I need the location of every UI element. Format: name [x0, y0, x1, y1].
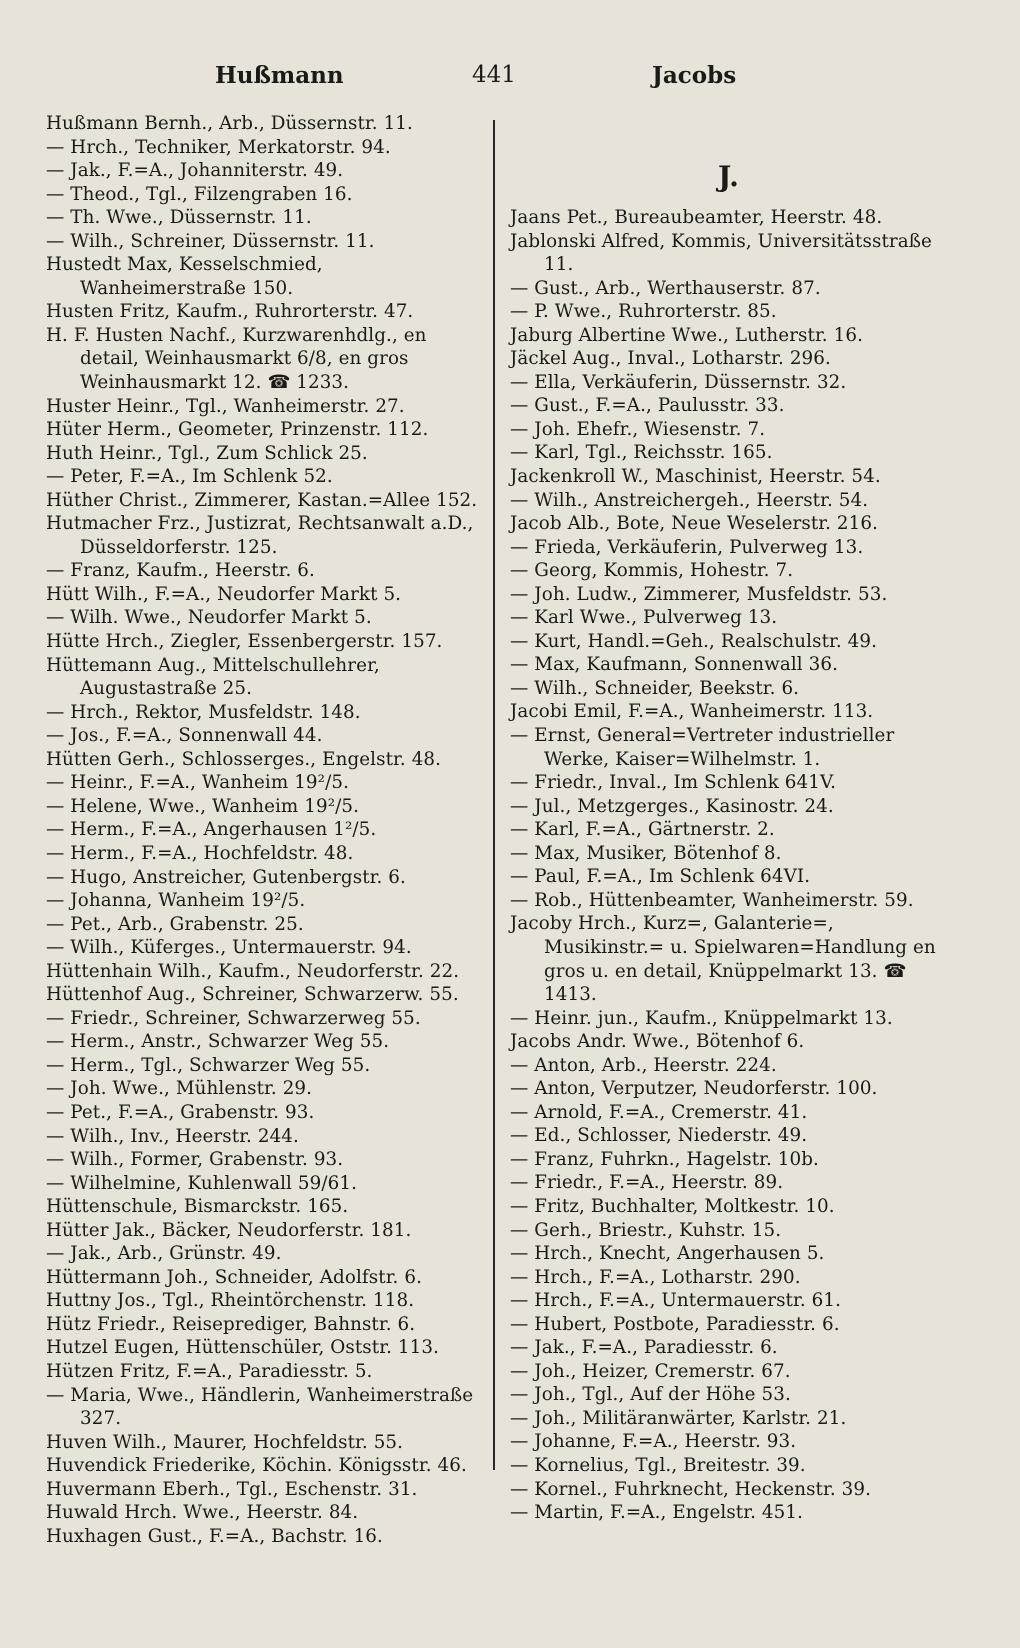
directory-entry: — Wilh., Küferges., Untermauerstr. 94. — [46, 937, 412, 959]
directory-entry: — Frieda, Verkäuferin, Pulverweg 13. — [510, 536, 864, 558]
directory-entry: — Wilh., Former, Grabenstr. 93. — [46, 1149, 344, 1171]
directory-entry: — Joh. Ehefr., Wiesenstr. 7. — [510, 418, 766, 440]
directory-entry: — P. Wwe., Ruhrorterstr. 85. — [510, 301, 777, 323]
directory-entry: Jäckel Aug., Inval., Lotharstr. 296. — [510, 348, 831, 370]
directory-entry: — Max, Musiker, Bötenhof 8. — [510, 842, 782, 864]
directory-entry: — Kornelius, Tgl., Breitestr. 39. — [510, 1454, 806, 1476]
directory-entry: — Kurt, Handl.=Geh., Realschulstr. 49. — [510, 630, 878, 652]
directory-entry: — Joh., Heizer, Cremerstr. 67. — [510, 1360, 791, 1382]
directory-entry: — Helene, Wwe., Wanheim 19²/5. — [46, 795, 360, 817]
directory-entry: — Johanne, F.=A., Heerstr. 93. — [510, 1431, 797, 1453]
directory-entry: Jackenkroll W., Maschinist, Heerstr. 54. — [510, 466, 881, 488]
directory-entry: — Jos., F.=A., Sonnenwall 44. — [46, 725, 323, 747]
directory-entry: — Joh. Ludw., Zimmerer, Musfeldstr. 53. — [510, 583, 888, 605]
directory-entry: Huven Wilh., Maurer, Hochfeldstr. 55. — [46, 1431, 404, 1453]
directory-entry: Husten Fritz, Kaufm., Ruhrorterstr. 47. — [46, 301, 414, 323]
directory-entry: — Heinr. jun., Kaufm., Knüppelmarkt 13. — [510, 1007, 893, 1029]
directory-entry: — Hrch., Techniker, Merkatorstr. 94. — [46, 136, 391, 158]
directory-entry: — Joh. Wwe., Mühlenstr. 29. — [46, 1078, 313, 1100]
directory-entry: Jacobs Andr. Wwe., Bötenhof 6. — [510, 1031, 805, 1053]
directory-entry: — Hrch., Rektor, Musfeldstr. 148. — [46, 701, 361, 723]
directory-entry: Huvermann Eberh., Tgl., Eschenstr. 31. — [46, 1478, 418, 1500]
directory-entry: Hütten Gerh., Schlosserges., Engelstr. 48. — [46, 748, 442, 770]
directory-entry: — Wilhelmine, Kuhlenwall 59/61. — [46, 1172, 357, 1194]
directory-entry: — Karl, Tgl., Reichsstr. 165. — [510, 442, 773, 464]
directory-entry: — Karl, F.=A., Gärtnerstr. 2. — [510, 819, 775, 841]
directory-entry: Huth Heinr., Tgl., Zum Schlick 25. — [46, 442, 368, 464]
directory-entry: Jaans Pet., Bureaubeamter, Heerstr. 48. — [510, 207, 883, 228]
directory-entry: — Ernst, General=Vertreter industrieller Werke, Kaiser=Wilhelmstr. 1. — [510, 725, 895, 770]
directory-entry: Hützen Fritz, F.=A., Paradiesstr. 5. — [46, 1360, 373, 1382]
directory-entry: Huster Heinr., Tgl., Wanheimerstr. 27. — [46, 395, 405, 417]
directory-entry: Jablonski Alfred, Kommis, Universitätsstraße 11. — [510, 230, 932, 276]
directory-entry: — Max, Kaufmann, Sonnenwall 36. — [510, 654, 839, 676]
directory-entry: Hütter Jak., Bäcker, Neudorferstr. 181. — [46, 1219, 412, 1241]
directory-entry: — Wilh., Anstreichergeh., Heerstr. 54. — [510, 489, 869, 511]
left-column — [46, 112, 478, 1548]
directory-entry: — Th. Wwe., Düssernstr. 11. — [46, 207, 312, 229]
directory-entry: — Arnold, F.=A., Cremerstr. 41. — [510, 1101, 808, 1123]
page-number: 441 — [472, 62, 516, 88]
directory-entry: — Gerh., Briestr., Kuhstr. 15. — [510, 1219, 782, 1241]
directory-entry: — Jul., Metzgerges., Kasinostr. 24. — [510, 795, 834, 817]
directory-entry: — Hugo, Anstreicher, Gutenbergstr. 6. — [46, 866, 406, 888]
directory-entry: — Anton, Arb., Heerstr. 224. — [510, 1054, 777, 1076]
directory-entry: Hüttermann Joh., Schneider, Adolfstr. 6. — [46, 1266, 422, 1288]
directory-entry: Hüther Christ., Zimmerer, Kastan.=Allee 152. — [46, 489, 478, 511]
directory-entry: Hüttenschule, Bismarckstr. 165. — [46, 1196, 349, 1218]
directory-entry: Jaburg Albertine Wwe., Lutherstr. 16. — [510, 324, 863, 346]
directory-entry: Hutzel Eugen, Hüttenschüler, Oststr. 113. — [46, 1337, 439, 1359]
directory-entry: — Herm., Tgl., Schwarzer Weg 55. — [46, 1054, 371, 1076]
directory-entry: — Fritz, Buchhalter, Moltkestr. 10. — [510, 1195, 835, 1217]
directory-entry: — Friedr., F.=A., Heerstr. 89. — [510, 1172, 784, 1194]
directory-entry: — Hubert, Postbote, Paradiesstr. 6. — [510, 1313, 840, 1335]
directory-entry: Hüttemann Aug., Mittelschullehrer, Augustastraße 25. — [46, 654, 380, 700]
column-divider — [493, 120, 495, 1470]
directory-entry: — Herm., F.=A., Angerhausen 1²/5. — [46, 819, 377, 841]
directory-entry: — Joh., Militäranwärter, Karlstr. 21. — [510, 1407, 847, 1429]
directory-entry: — Herm., F.=A., Hochfeldstr. 48. — [46, 842, 354, 864]
directory-entry: — Herm., Anstr., Schwarzer Weg 55. — [46, 1031, 390, 1053]
directory-entry: Hütz Friedr., Reiseprediger, Bahnstr. 6. — [46, 1313, 416, 1335]
running-head-left: Hußmann — [215, 62, 344, 89]
directory-entry: — Wilh. Wwe., Neudorfer Markt 5. — [46, 607, 372, 629]
directory-entry: — Heinr., F.=A., Wanheim 19²/5. — [46, 772, 349, 794]
directory-entry: — Kornel., Fuhrknecht, Heckenstr. 39. — [510, 1478, 872, 1500]
directory-entry: — Rob., Hüttenbeamter, Wanheimerstr. 59. — [510, 889, 914, 911]
directory-entry: — Gust., Arb., Werthauserstr. 87. — [510, 277, 821, 299]
directory-entry: Hüter Herm., Geometer, Prinzenstr. 112. — [46, 419, 429, 441]
letter-heading: J. — [717, 160, 740, 193]
directory-entry: Hütt Wilh., F.=A., Neudorfer Markt 5. — [46, 583, 402, 605]
page-header — [40, 62, 980, 102]
directory-entry: — Pet., Arb., Grabenstr. 25. — [46, 913, 304, 935]
directory-entry: Jacob Alb., Bote, Neue Weselerstr. 216. — [510, 513, 879, 535]
directory-entry: — Ed., Schlosser, Niederstr. 49. — [510, 1125, 808, 1147]
directory-entry: — Martin, F.=A., Engelstr. 451. — [510, 1502, 804, 1524]
directory-entry: — Pet., F.=A., Grabenstr. 93. — [46, 1101, 315, 1123]
directory-entry: — Hrch., F.=A., Lotharstr. 290. — [510, 1266, 801, 1288]
directory-entry: — Theod., Tgl., Filzengraben 16. — [46, 183, 353, 205]
right-column — [510, 112, 947, 1525]
directory-entry: — Peter, F.=A., Im Schlenk 52. — [46, 466, 333, 488]
directory-entry: — Franz, Kaufm., Heerstr. 6. — [46, 560, 315, 582]
directory-entry: — Jak., Arb., Grünstr. 49. — [46, 1243, 282, 1265]
directory-entry: Hustedt Max, Kesselschmied, Wanheimerstraße 150. — [46, 254, 323, 299]
directory-entry: — Anton, Verputzer, Neudorferstr. 100. — [510, 1078, 878, 1100]
directory-entry: Hütte Hrch., Ziegler, Essenbergerstr. 157. — [46, 631, 443, 653]
directory-entry: — Friedr., Schreiner, Schwarzerweg 55. — [46, 1007, 421, 1029]
directory-entry: — Hrch., F.=A., Untermauerstr. 61. — [510, 1290, 842, 1312]
directory-entry: — Hrch., Knecht, Angerhausen 5. — [510, 1243, 825, 1265]
directory-entry: Huvendick Friederike, Köchin. Königsstr. 46. — [46, 1455, 467, 1477]
directory-entry: — Jak., F.=A., Paradiesstr. 6. — [510, 1337, 778, 1359]
directory-entry: H. F. Husten Nachf., Kurzwarenhdlg., en detail, Weinhausmarkt 6/8, en gros Weinhausmarkt 12. ☎ 1233. — [46, 324, 427, 394]
directory-entry: — Friedr., Inval., Im Schlenk 641V. — [510, 772, 836, 794]
directory-entry: Hüttenhain Wilh., Kaufm., Neudorferstr. 22. — [46, 960, 460, 982]
directory-entry: Hußmann Bernh., Arb., Düssernstr. 11. — [46, 113, 413, 134]
directory-entry: Jacoby Hrch., Kurz=, Galanterie=, Musikinstr.= u. Spielwaren=Handlung en gros u. en detail, Knüppelmarkt 13. ☎ 1413. — [510, 913, 936, 1006]
directory-entry: — Wilh., Schneider, Beekstr. 6. — [510, 677, 800, 699]
directory-entry: — Ella, Verkäuferin, Düssernstr. 32. — [510, 371, 847, 393]
directory-entry: — Maria, Wwe., Händlerin, Wanheimerstraße 327. — [46, 1384, 474, 1430]
directory-entry: — Karl Wwe., Pulverweg 13. — [510, 607, 778, 629]
directory-entry: — Wilh., Schreiner, Düssernstr. 11. — [46, 230, 375, 252]
directory-entry: Jacobi Emil, F.=A., Wanheimerstr. 113. — [510, 701, 874, 723]
directory-entry: Huttny Jos., Tgl., Rheintörchenstr. 118. — [46, 1290, 415, 1312]
directory-entry: Huwald Hrch. Wwe., Heerstr. 84. — [46, 1502, 359, 1524]
directory-entry: — Jak., F.=A., Johanniterstr. 49. — [46, 160, 344, 182]
running-head-right: Jacobs — [652, 62, 737, 89]
directory-entry: — Wilh., Inv., Heerstr. 244. — [46, 1125, 299, 1147]
directory-entry: Huxhagen Gust., F.=A., Bachstr. 16. — [46, 1525, 383, 1547]
directory-entry: — Joh., Tgl., Auf der Höhe 53. — [510, 1384, 791, 1406]
directory-entry: — Johanna, Wanheim 19²/5. — [46, 890, 306, 912]
directory-entry: — Franz, Fuhrkn., Hagelstr. 10b. — [510, 1148, 819, 1170]
directory-entry: Hutmacher Frz., Justizrat, Rechtsanwalt a.D., Düsseldorferstr. 125. — [46, 513, 474, 558]
directory-entry: — Georg, Kommis, Hohestr. 7. — [510, 560, 794, 582]
directory-entry: — Paul, F.=A., Im Schlenk 64VI. — [510, 866, 811, 888]
directory-entry: Hüttenhof Aug., Schreiner, Schwarzerw. 55. — [46, 984, 459, 1006]
directory-entry: — Gust., F.=A., Paulusstr. 33. — [510, 395, 785, 417]
